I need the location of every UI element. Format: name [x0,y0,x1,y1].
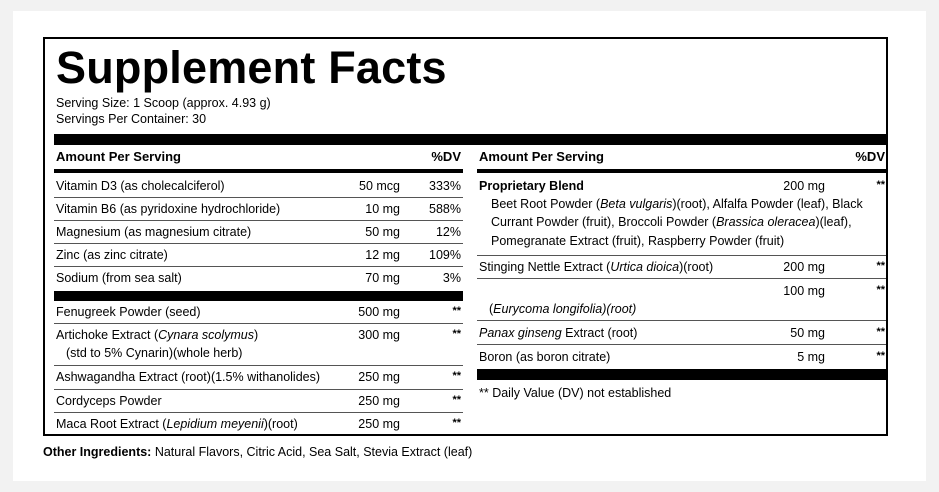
maca-amount: 250 mg [358,417,400,431]
right-header-amount: Amount Per Serving [479,149,604,164]
thick-divider-left-middle [54,291,463,301]
vitamin-d3-dv: 333% [429,179,461,193]
panel-title: Supplement Facts [56,42,447,93]
proprietary-blend-dv: ** [876,179,885,191]
boron-amount: 5 mg [797,350,825,364]
sodium-dv: 3% [442,271,461,285]
artichoke-amount: 300 mg [358,328,400,342]
fenugreek-name: Fenugreek Powder (seed) [56,305,201,319]
boron-dv: ** [876,350,885,362]
other-ingredients [43,445,472,460]
right-header-dv: %DV [855,149,885,164]
zinc-name: Zinc (as zinc citrate) [56,248,168,262]
row-divider [54,243,463,244]
artichoke-dv: ** [452,328,461,340]
cordyceps-name: Cordyceps Powder [56,394,162,408]
magnesium-amount: 50 mg [365,225,400,239]
servings-per-container: Servings Per Container: 30 [56,112,207,126]
nettle-dv: ** [876,260,885,272]
magnesium-name: Magnesium (as magnesium citrate) [56,225,252,239]
row-divider [477,278,886,279]
zinc-dv: 109% [429,248,461,262]
maca-name: Maca Root Extract (Lepidium meyenii)(root) [56,417,298,431]
thick-divider-right-bottom [477,369,886,380]
magnesium-dv: 12% [435,225,461,239]
ashwagandha-amount: 250 mg [358,370,400,384]
eurycoma-dv: ** [876,284,885,296]
row-divider [54,220,463,221]
vitamin-d3-name: Vitamin D3 (as cholecalciferol) [56,179,225,193]
vitamin-d3-amount: 50 mcg [359,179,400,193]
ashwagandha-dv: ** [452,370,461,382]
other-ingredients-text: Natural Flavors, Citric Acid, Sea Salt, Stevia Extract (leaf) [151,445,473,459]
row-divider [54,412,463,413]
vitamin-b6-amount: 10 mg [365,202,400,216]
other-ingredients-label: Other Ingredients: [43,445,152,459]
right-header-rule [477,169,886,173]
maca-dv: ** [452,417,461,429]
cordyceps-amount: 250 mg [358,394,400,408]
nettle-amount: 200 mg [783,260,825,274]
sodium-name: Sodium (from sea salt) [56,271,182,285]
row-divider [54,323,463,324]
row-divider [54,389,463,390]
row-divider [54,365,463,366]
blend-ingredients-line-2: Currant Powder (fruit), Broccoli Powder (Brassica oleracea)(leaf), [491,215,852,229]
left-header-dv: %DV [431,149,461,164]
cordyceps-dv: ** [452,394,461,406]
artichoke-detail: (std to 5% Cynarin)(whole herb) [66,346,243,360]
boron-name: Boron (as boron citrate) [479,350,611,364]
sodium-amount: 70 mg [365,271,400,285]
eurycoma-amount: 100 mg [783,284,825,298]
nettle-name: Stinging Nettle Extract (Urtica dioica)(root) [479,260,714,274]
left-header-amount: Amount Per Serving [56,149,181,164]
ginseng-name: Panax ginseng Extract (root) [479,326,638,340]
zinc-amount: 12 mg [365,248,400,262]
row-divider [477,320,886,321]
column-gap [468,145,471,427]
thick-divider-top [54,134,886,145]
proprietary-blend-amount: 200 mg [783,179,825,193]
row-divider [54,266,463,267]
ginseng-amount: 50 mg [790,326,825,340]
proprietary-blend-name: Proprietary Blend [479,179,584,193]
row-divider [477,255,886,256]
ashwagandha-name: Ashwagandha Extract (root)(1.5% withanolides) [56,370,321,384]
row-divider [477,344,886,345]
blend-ingredients-line-1: Beet Root Powder (Beta vulgaris)(root), Alfalfa Powder (leaf), Black [491,197,863,211]
row-divider [54,197,463,198]
vitamin-b6-dv: 588% [429,202,461,216]
eurycoma-name: (Eurycoma longifolia)(root) [489,302,637,316]
fenugreek-dv: ** [452,305,461,317]
dv-footnote: ** Daily Value (DV) not established [479,386,672,400]
left-header-rule [54,169,463,173]
artichoke-name: Artichoke Extract (Cynara scolymus) [56,328,259,342]
serving-size: Serving Size: 1 Scoop (approx. 4.93 g) [56,96,271,110]
fenugreek-amount: 500 mg [358,305,400,319]
blend-ingredients-line-3: Pomegranate Extract (fruit), Raspberry Powder (fruit) [491,234,785,248]
vitamin-b6-name: Vitamin B6 (as pyridoxine hydrochloride) [56,202,281,216]
ginseng-dv: ** [876,326,885,338]
